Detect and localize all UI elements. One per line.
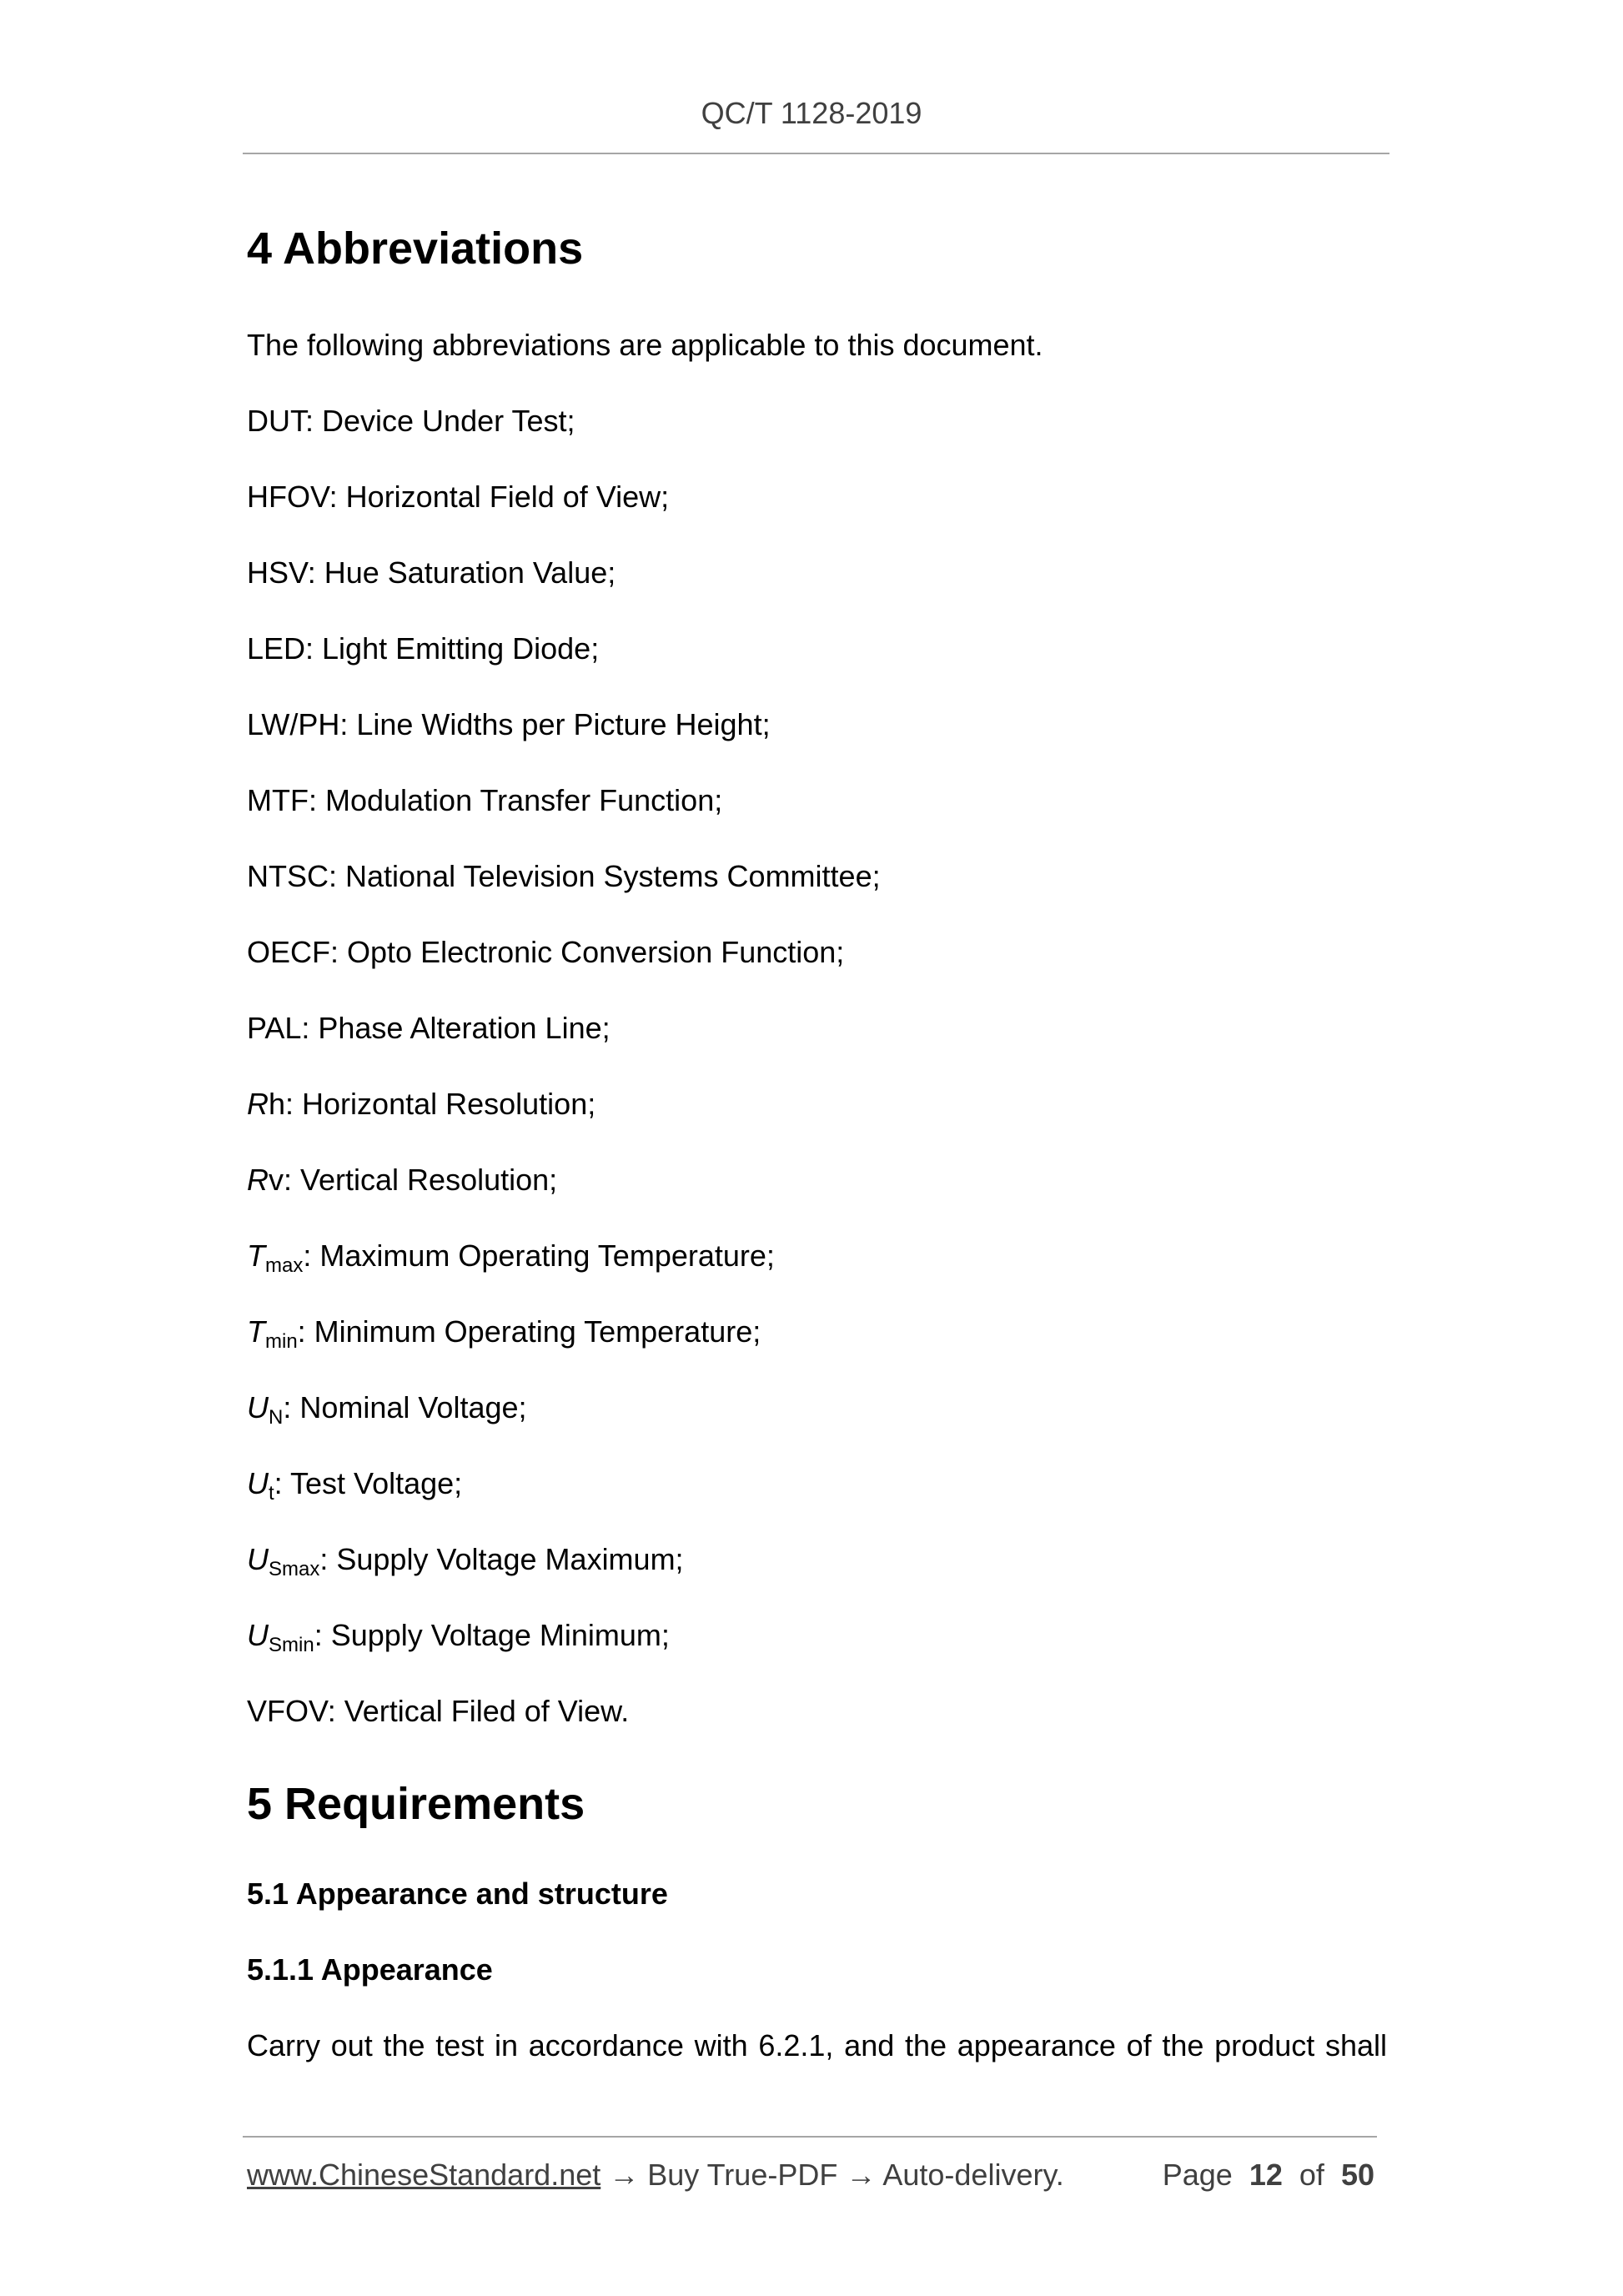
header-divider <box>243 153 1389 154</box>
abbreviation-definition: : Supply Voltage Maximum; <box>319 1542 684 1576</box>
abbreviation-item <box>247 1521 1389 1597</box>
abbreviation-symbol: T <box>247 1238 265 1273</box>
abbreviation-list <box>247 383 1389 1749</box>
abbreviation-definition: : Modulation Transfer Function; <box>308 783 723 817</box>
section-5-1-1-title: 5.1.1 Appearance <box>247 1952 493 1987</box>
abbreviation-item <box>247 914 1389 990</box>
abbreviation-item <box>247 1445 1389 1521</box>
abbreviation-definition: : Maximum Operating Temperature; <box>303 1238 775 1273</box>
abbreviation-term: PAL <box>247 1011 302 1045</box>
footer-promo <box>247 2158 1064 2193</box>
abbreviation-item <box>247 610 1389 686</box>
of-label: of <box>1299 2158 1324 2192</box>
abbreviation-term <box>247 1542 320 1580</box>
page-label: Page <box>1162 2158 1233 2192</box>
abbreviation-subscript: Smax <box>269 1558 320 1580</box>
section-4-title: 4 Abbreviations <box>247 224 584 274</box>
abbreviation-definition: : Device Under Test; <box>305 404 575 438</box>
abbreviation-definition: : Horizontal Field of View; <box>329 480 670 514</box>
abbreviation-term: OECF <box>247 935 331 969</box>
abbreviation-term: LW/PH <box>247 707 340 741</box>
abbreviation-subscript: t <box>269 1482 274 1505</box>
document-code-header: QC/T 1128-2019 <box>701 96 922 130</box>
abbreviation-symbol: T <box>247 1314 265 1349</box>
arrow-right-icon: → <box>600 2158 648 2192</box>
abbreviation-item <box>247 1218 1389 1294</box>
abbreviation-definition: : National Television Systems Committee; <box>329 859 881 893</box>
abbreviation-definition: : Horizontal Resolution; <box>285 1087 596 1121</box>
abbreviation-subscript: N <box>269 1406 284 1429</box>
abbreviation-item <box>247 459 1389 535</box>
abbreviation-term <box>247 1087 285 1121</box>
abbreviation-symbol: U <box>247 1466 269 1500</box>
abbreviation-item <box>247 838 1389 914</box>
abbreviation-term: HSV <box>247 555 308 590</box>
abbreviation-symbol: U <box>247 1390 269 1424</box>
arrow-right-icon: → <box>837 2158 883 2192</box>
abbreviation-item <box>247 1294 1389 1369</box>
abbreviation-term: MTF <box>247 783 309 817</box>
abbreviation-term <box>247 1314 298 1353</box>
section-5-1-1-paragraph: Carry out the test in accordance with 6.2.1, and the appearance of the product shall <box>247 2028 1387 2062</box>
page-current: 12 <box>1249 2158 1283 2192</box>
abbreviation-term: LED <box>247 631 306 666</box>
abbreviation-item <box>247 535 1389 610</box>
abbreviation-item <box>247 762 1389 838</box>
abbreviation-symbol: U <box>247 1618 269 1652</box>
abbreviation-definition: : Opto Electronic Conversion Function; <box>330 935 845 969</box>
abbreviation-item <box>247 1369 1389 1445</box>
abbreviation-term: DUT <box>247 404 305 438</box>
section-5-title: 5 Requirements <box>247 1779 585 1829</box>
abbreviation-definition: : Vertical Filed of View. <box>327 1694 630 1728</box>
abbreviation-symbol: R <box>247 1087 269 1121</box>
website-link[interactable]: www.ChineseStandard.net <box>247 2158 601 2192</box>
page-total: 50 <box>1340 2158 1374 2192</box>
abbreviation-item <box>247 1673 1389 1749</box>
abbreviation-item <box>247 990 1389 1066</box>
abbreviation-definition: : Line Widths per Picture Height; <box>339 707 771 741</box>
abbreviation-definition: : Nominal Voltage; <box>283 1390 527 1424</box>
abbreviation-symbol-suffix: h <box>269 1087 286 1121</box>
footer-buy-text: Buy True-PDF <box>647 2158 838 2192</box>
abbreviation-definition: : Test Voltage; <box>274 1466 463 1500</box>
section-4-intro: The following abbreviations are applicable to this document. <box>247 328 1043 362</box>
abbreviation-item <box>247 1597 1389 1673</box>
abbreviation-subscript: min <box>265 1330 298 1353</box>
abbreviation-definition: : Hue Saturation Value; <box>307 555 616 590</box>
abbreviation-term <box>247 1390 284 1429</box>
abbreviation-term <box>247 1238 304 1277</box>
abbreviation-item <box>247 1066 1389 1142</box>
abbreviation-definition: : Light Emitting Diode; <box>305 631 600 666</box>
page-content <box>247 208 1389 2083</box>
abbreviation-term <box>247 1618 314 1656</box>
abbreviation-item <box>247 1142 1389 1218</box>
abbreviation-term <box>247 1163 284 1197</box>
abbreviation-term: HFOV <box>247 480 329 514</box>
abbreviation-term: VFOV <box>247 1694 328 1728</box>
abbreviation-definition: : Vertical Resolution; <box>284 1163 558 1197</box>
abbreviation-definition: : Supply Voltage Minimum; <box>314 1618 670 1652</box>
page-indicator <box>1163 2158 1374 2193</box>
abbreviation-term <box>247 1466 274 1505</box>
footer-delivery-text: Auto-delivery. <box>882 2158 1064 2192</box>
abbreviation-item <box>247 383 1389 459</box>
abbreviation-definition: : Phase Alteration Line; <box>301 1011 611 1045</box>
abbreviation-symbol: U <box>247 1542 269 1576</box>
abbreviation-definition: : Minimum Operating Temperature; <box>297 1314 761 1349</box>
abbreviation-term: NTSC <box>247 859 329 893</box>
abbreviation-symbol: R <box>247 1163 269 1197</box>
page-footer <box>247 2158 1374 2193</box>
footer-divider <box>243 2136 1377 2138</box>
abbreviation-subscript: max <box>265 1254 304 1277</box>
section-5-1-title: 5.1 Appearance and structure <box>247 1876 668 1911</box>
abbreviation-subscript: Smin <box>269 1634 314 1656</box>
abbreviation-symbol-suffix: v <box>269 1163 284 1197</box>
abbreviation-item <box>247 686 1389 762</box>
